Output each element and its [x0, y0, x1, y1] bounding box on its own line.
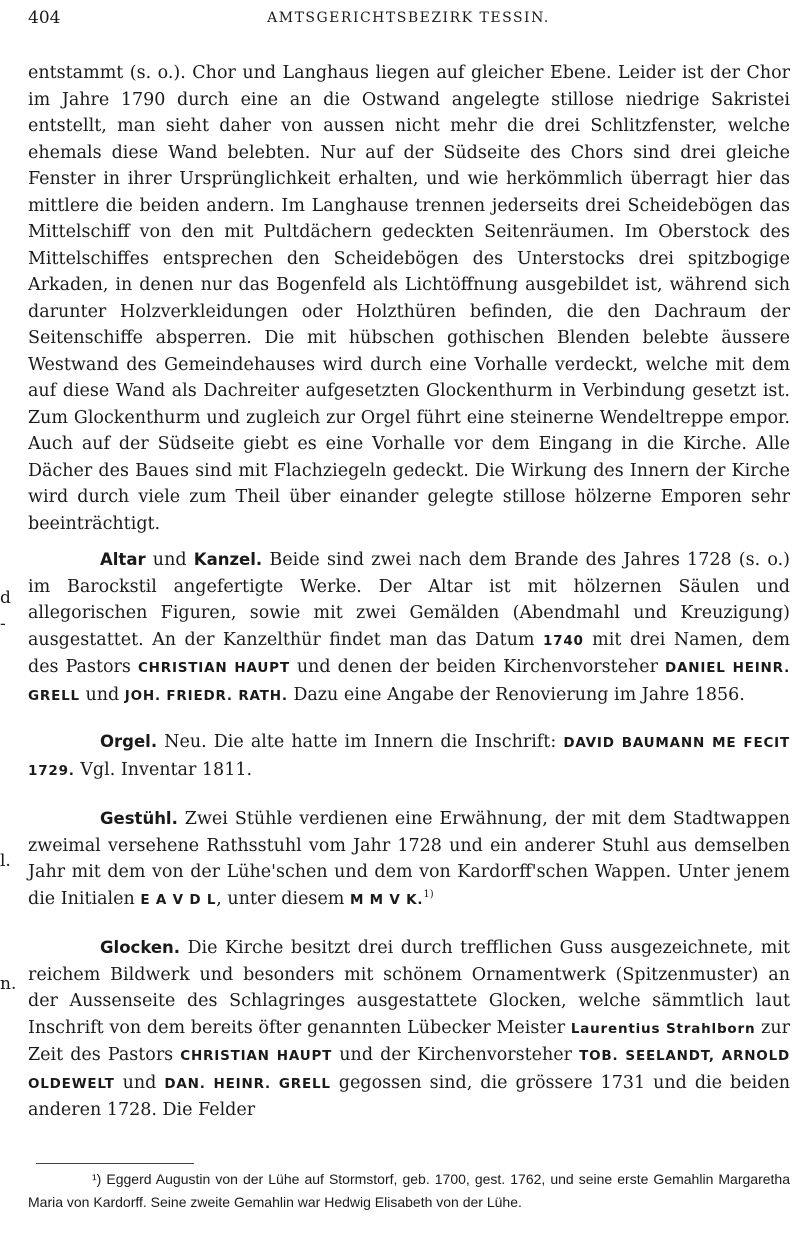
inscription-text: CHRISTIAN HAUPT: [180, 1048, 333, 1064]
footnote: [28, 1168, 790, 1214]
footnote-reference: 1): [423, 888, 434, 900]
paragraph-orgel: Orgel. Neu. Die alte hatte im Innern die Inschrift: DAVID BAUMANN ME FECIT 1729. Vgl. Inventar 1811.: [28, 732, 790, 780]
inscription-text: JOH. FRIEDR. RATH.: [124, 687, 288, 704]
paragraph-altar-kanzel: Altar und Kanzel. Beide sind zwei nach dem Brande des Jahres 1728 (s. o.) im Barockstil angefertigte Werke. Der Altar ist mit hölzernen Säulen und allegorischen Figuren, sowie mit zwei Gemälden (Abendmahl und Kreuzigung) ausgestattet. An der Kanzelthür findet man das Datum 1740 mit drei Namen, dem des Pastors CHRISTIAN HAUPT und denen der beiden Kirchenvorsteher DANIEL HEINR. GRELL und JOH. FRIEDR. RATH. Dazu eine Angabe der Renovierung im Jahre 1856.: [28, 550, 791, 705]
margin-note-fragment: l.: [0, 851, 11, 871]
section-heading: Kanzel.: [193, 550, 263, 569]
section-heading: Gestühl.: [100, 809, 178, 828]
margin-note-fragment: n.: [0, 974, 17, 994]
footnote-text: Eggerd Augustin von der Lühe auf Stormstorf, geb. 1700, gest. 1762, und seine erste Gemahlin Margaretha Maria von Kardorff. Seine zweite Gemahlin war Hedwig Elisabeth von der Lühe.: [28, 1171, 790, 1210]
paragraph-glocken: Glocken. Die Kirche besitzt drei durch trefflichen Guss ausgezeichnete, mit reichem Bildwerk und besonders mit schönem Ornamentwerk (Spitzenmuster) an der Aussenseite des Schlagringes ausgestattete Glocken, welche sämmtlich laut Inschrift von dem bereits öfter genannten Lübecker Meister Laurentius Strahlborn zur Zeit des Pastors CHRISTIAN HAUPT und der Kirchenvorsteher TOB. SEELANDT, ARNOLD OLDEWELT und DAN. HEINR. GRELL gegossen sind, die grössere 1731 und die beiden anderen 1728. Die Felder: [28, 938, 790, 1120]
paragraph-architecture: entstammt (s. o.). Chor und Langhaus liegen auf gleicher Ebene. Leider ist der Chor im Jahre 1790 durch eine an die Ostwand angelegte stillose niedrige Sakristei entstellt, man sieht daher von aussen nicht mehr die drei Schlitzfenster, welche ehemals diese Wand belebten. Nur auf der Südseite des Chors sind drei gleiche Fenster in ihrer Ursprünglichkeit erhalten, und wie herkömmlich überragt hier das mittlere die beiden andern. Im Langhause trennen jederseits drei Scheidebögen das Mittelschiff von den mit Pultdächern gedeckten Seitenräumen. Im Oberstock des Mittelschiffes entsprechen den Scheidebögen des Unterstocks drei spitzbogige Arkaden, in denen nur das Bogenfeld als Lichtöffnung ausgebildet ist, während sich darunter Holzverkleidungen oder Holzthüren befinden, die den Dachraum der Seitenschiffe absperren. Die mit hübschen gothischen Blenden belebte äussere Westwand des Gemeindehauses wird durch eine Vorhalle verdeckt, welche mit dem auf diese Wand als Dachreiter aufgesetzten Glockenthurm in Verbindung gesetzt ist. Zum Glockenthurm und zugleich zur Orgel führt eine steinerne Wendeltreppe empor. Auch auf der Südseite giebt es eine Vorhalle vor dem Eingang in die Kirche. Alle Dächer des Baues sind mit Flachziegeln gedeckt. Die Wirkung des Innern der Kirche wird durch viele zum Theil über einander gelegte stillose hölzerne Emporen sehr beeinträchtigt.: [28, 63, 790, 534]
inscription-text: TOB. SEELANDT, ARNOLD OLDEWELT: [28, 1048, 790, 1092]
margin-note-fragment: d: [0, 588, 11, 608]
inscription-text: DAN. HEINR. GRELL: [164, 1075, 331, 1092]
footnote-rule: [36, 1163, 194, 1164]
inscription-text: DANIEL HEINR. GRELL: [28, 660, 791, 704]
margin-note-fragment: -: [0, 614, 6, 634]
inscription-text: DAVID BAUMANN ME FECIT 1729.: [28, 735, 790, 779]
paragraph-gestuehl: Gestühl. Zwei Stühle verdienen eine Erwähnung, der mit dem Stadtwappen zweimal versehene Rathsstuhl vom Jahr 1728 und ein anderer Stuhl aus demselben Jahr mit dem von der Lühe'schen und dem von Kardorff'schen Wappen. Unter jenem die Initialen E A V D L, unter diesem M M V K.$^{1)}$: [28, 809, 790, 909]
footnote-marker: ¹): [92, 1171, 102, 1187]
inscription-text: 1740: [542, 632, 584, 649]
page-number: 404: [28, 8, 61, 28]
inscription-text: CHRISTIAN HAUPT: [137, 660, 290, 676]
section-heading: Glocken.: [100, 938, 181, 957]
section-heading: Orgel.: [100, 732, 158, 751]
section-heading: Altar: [100, 550, 146, 569]
inscription-text: Laurentius Strahlborn: [570, 1020, 756, 1037]
inscription-text: M M V K.: [349, 891, 424, 908]
page-header: [28, 8, 789, 38]
main-text: [28, 60, 790, 1124]
inscription-text: E A V D L: [140, 891, 217, 908]
running-title: AMTSGERICHTSBEZIRK TESSIN.: [267, 10, 550, 26]
